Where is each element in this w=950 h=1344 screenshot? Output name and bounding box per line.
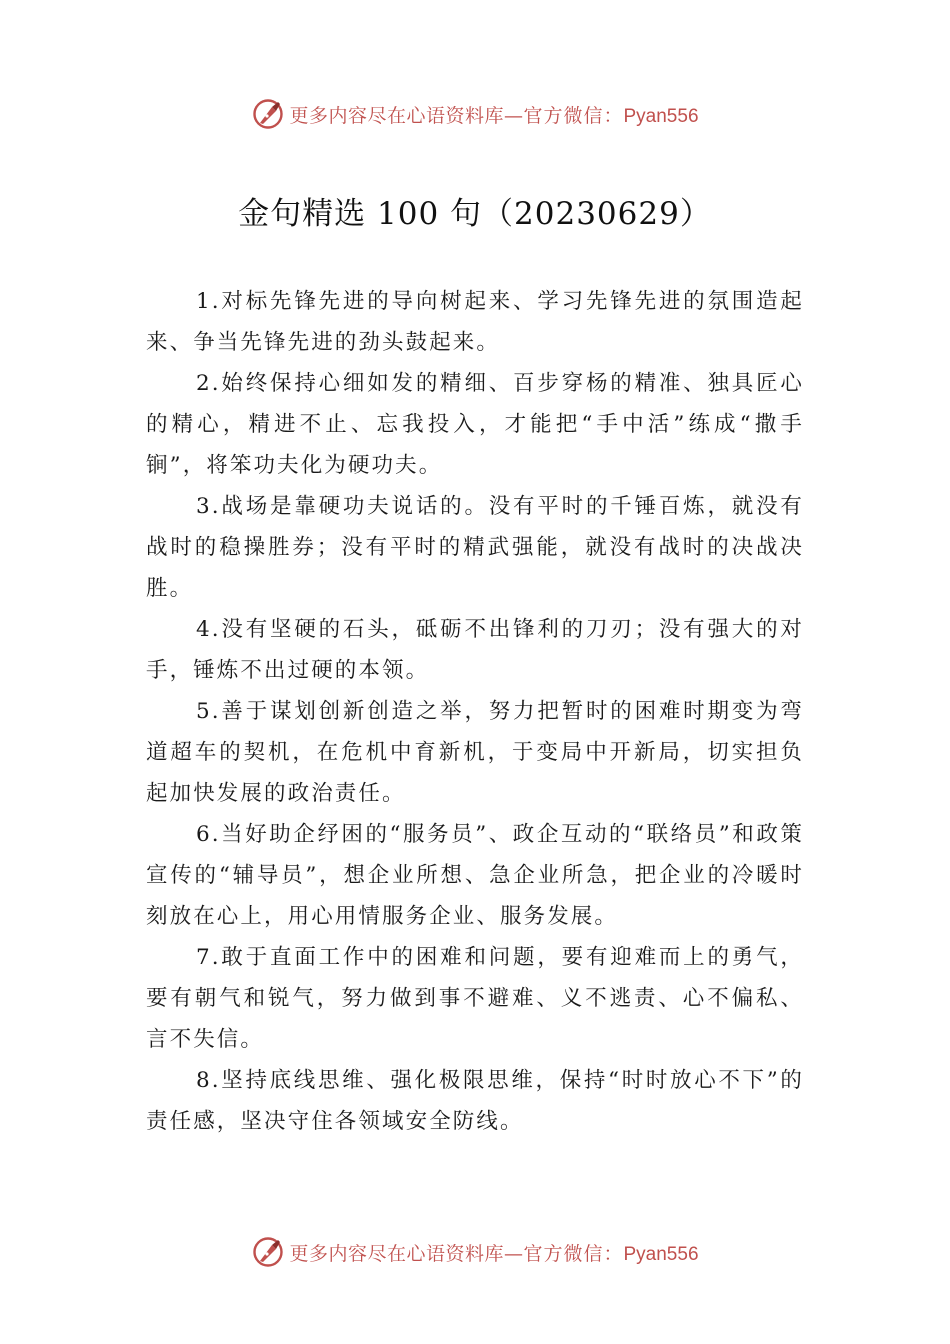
document-title: 金句精选 100 句（20230629） bbox=[238, 196, 712, 232]
paragraph: 5.善于谋划创新创造之举，努力把暂时的困难时期变为弯道超车的契机，在危机中育新机，于变局中开新局，切实担负起加快发展的政治责任。 bbox=[146, 699, 804, 806]
banner-main-text: 更多内容尽在心语资料库 bbox=[289, 1242, 504, 1265]
paragraph: 7.敢于直面工作中的困难和问题，要有迎难而上的勇气，要有朝气和锐气，努力做到事不避难、义不逃责、心不偏私、言不失信。 bbox=[146, 945, 804, 1052]
banner-dash: — bbox=[503, 104, 524, 127]
banner-wechat-id: Pyan556 bbox=[623, 105, 699, 127]
banner-main-text: 更多内容尽在心语资料库 bbox=[289, 104, 504, 127]
paragraph: 2.始终保持心细如发的精细、百步穿杨的精准、独具匠心的精心，精进不止、忘我投入，才能把“手中活”练成“撒手锏”，将笨功夫化为硬功夫。 bbox=[146, 371, 804, 478]
banner-wechat-label: 官方微信： bbox=[523, 104, 624, 127]
footer-banner bbox=[0, 1232, 950, 1272]
paragraph: 4.没有坚硬的石头，砥砺不出锋利的刀刃；没有强大的对手，锤炼不出过硬的本领。 bbox=[146, 617, 804, 683]
pen-nib-logo-icon bbox=[251, 97, 285, 131]
banner-text bbox=[289, 101, 698, 128]
banner-wechat-id: Pyan556 bbox=[623, 1243, 699, 1265]
pen-nib-logo-icon bbox=[251, 1235, 285, 1269]
header-banner bbox=[0, 94, 950, 134]
paragraph: 8.坚持底线思维、强化极限思维，保持“时时放心不下”的责任感，坚决守住各领域安全防线。 bbox=[146, 1068, 804, 1134]
banner-text bbox=[289, 1239, 698, 1266]
banner-dash: — bbox=[503, 1242, 524, 1265]
banner-wechat-label: 官方微信： bbox=[523, 1242, 624, 1265]
paragraph: 3.战场是靠硬功夫说话的。没有平时的千锤百炼，就没有战时的稳操胜券；没有平时的精武强能，就没有战时的决战决胜。 bbox=[146, 494, 804, 601]
paragraph: 1.对标先锋先进的导向树起来、学习先锋先进的氛围造起来、争当先锋先进的劲头鼓起来。 bbox=[146, 289, 804, 355]
document-body bbox=[146, 281, 804, 1142]
paragraph: 6.当好助企纾困的“服务员”、政企互动的“联络员”和政策宣传的“辅导员”，想企业所想、急企业所急，把企业的冷暖时刻放在心上，用心用情服务企业、服务发展。 bbox=[146, 822, 804, 929]
